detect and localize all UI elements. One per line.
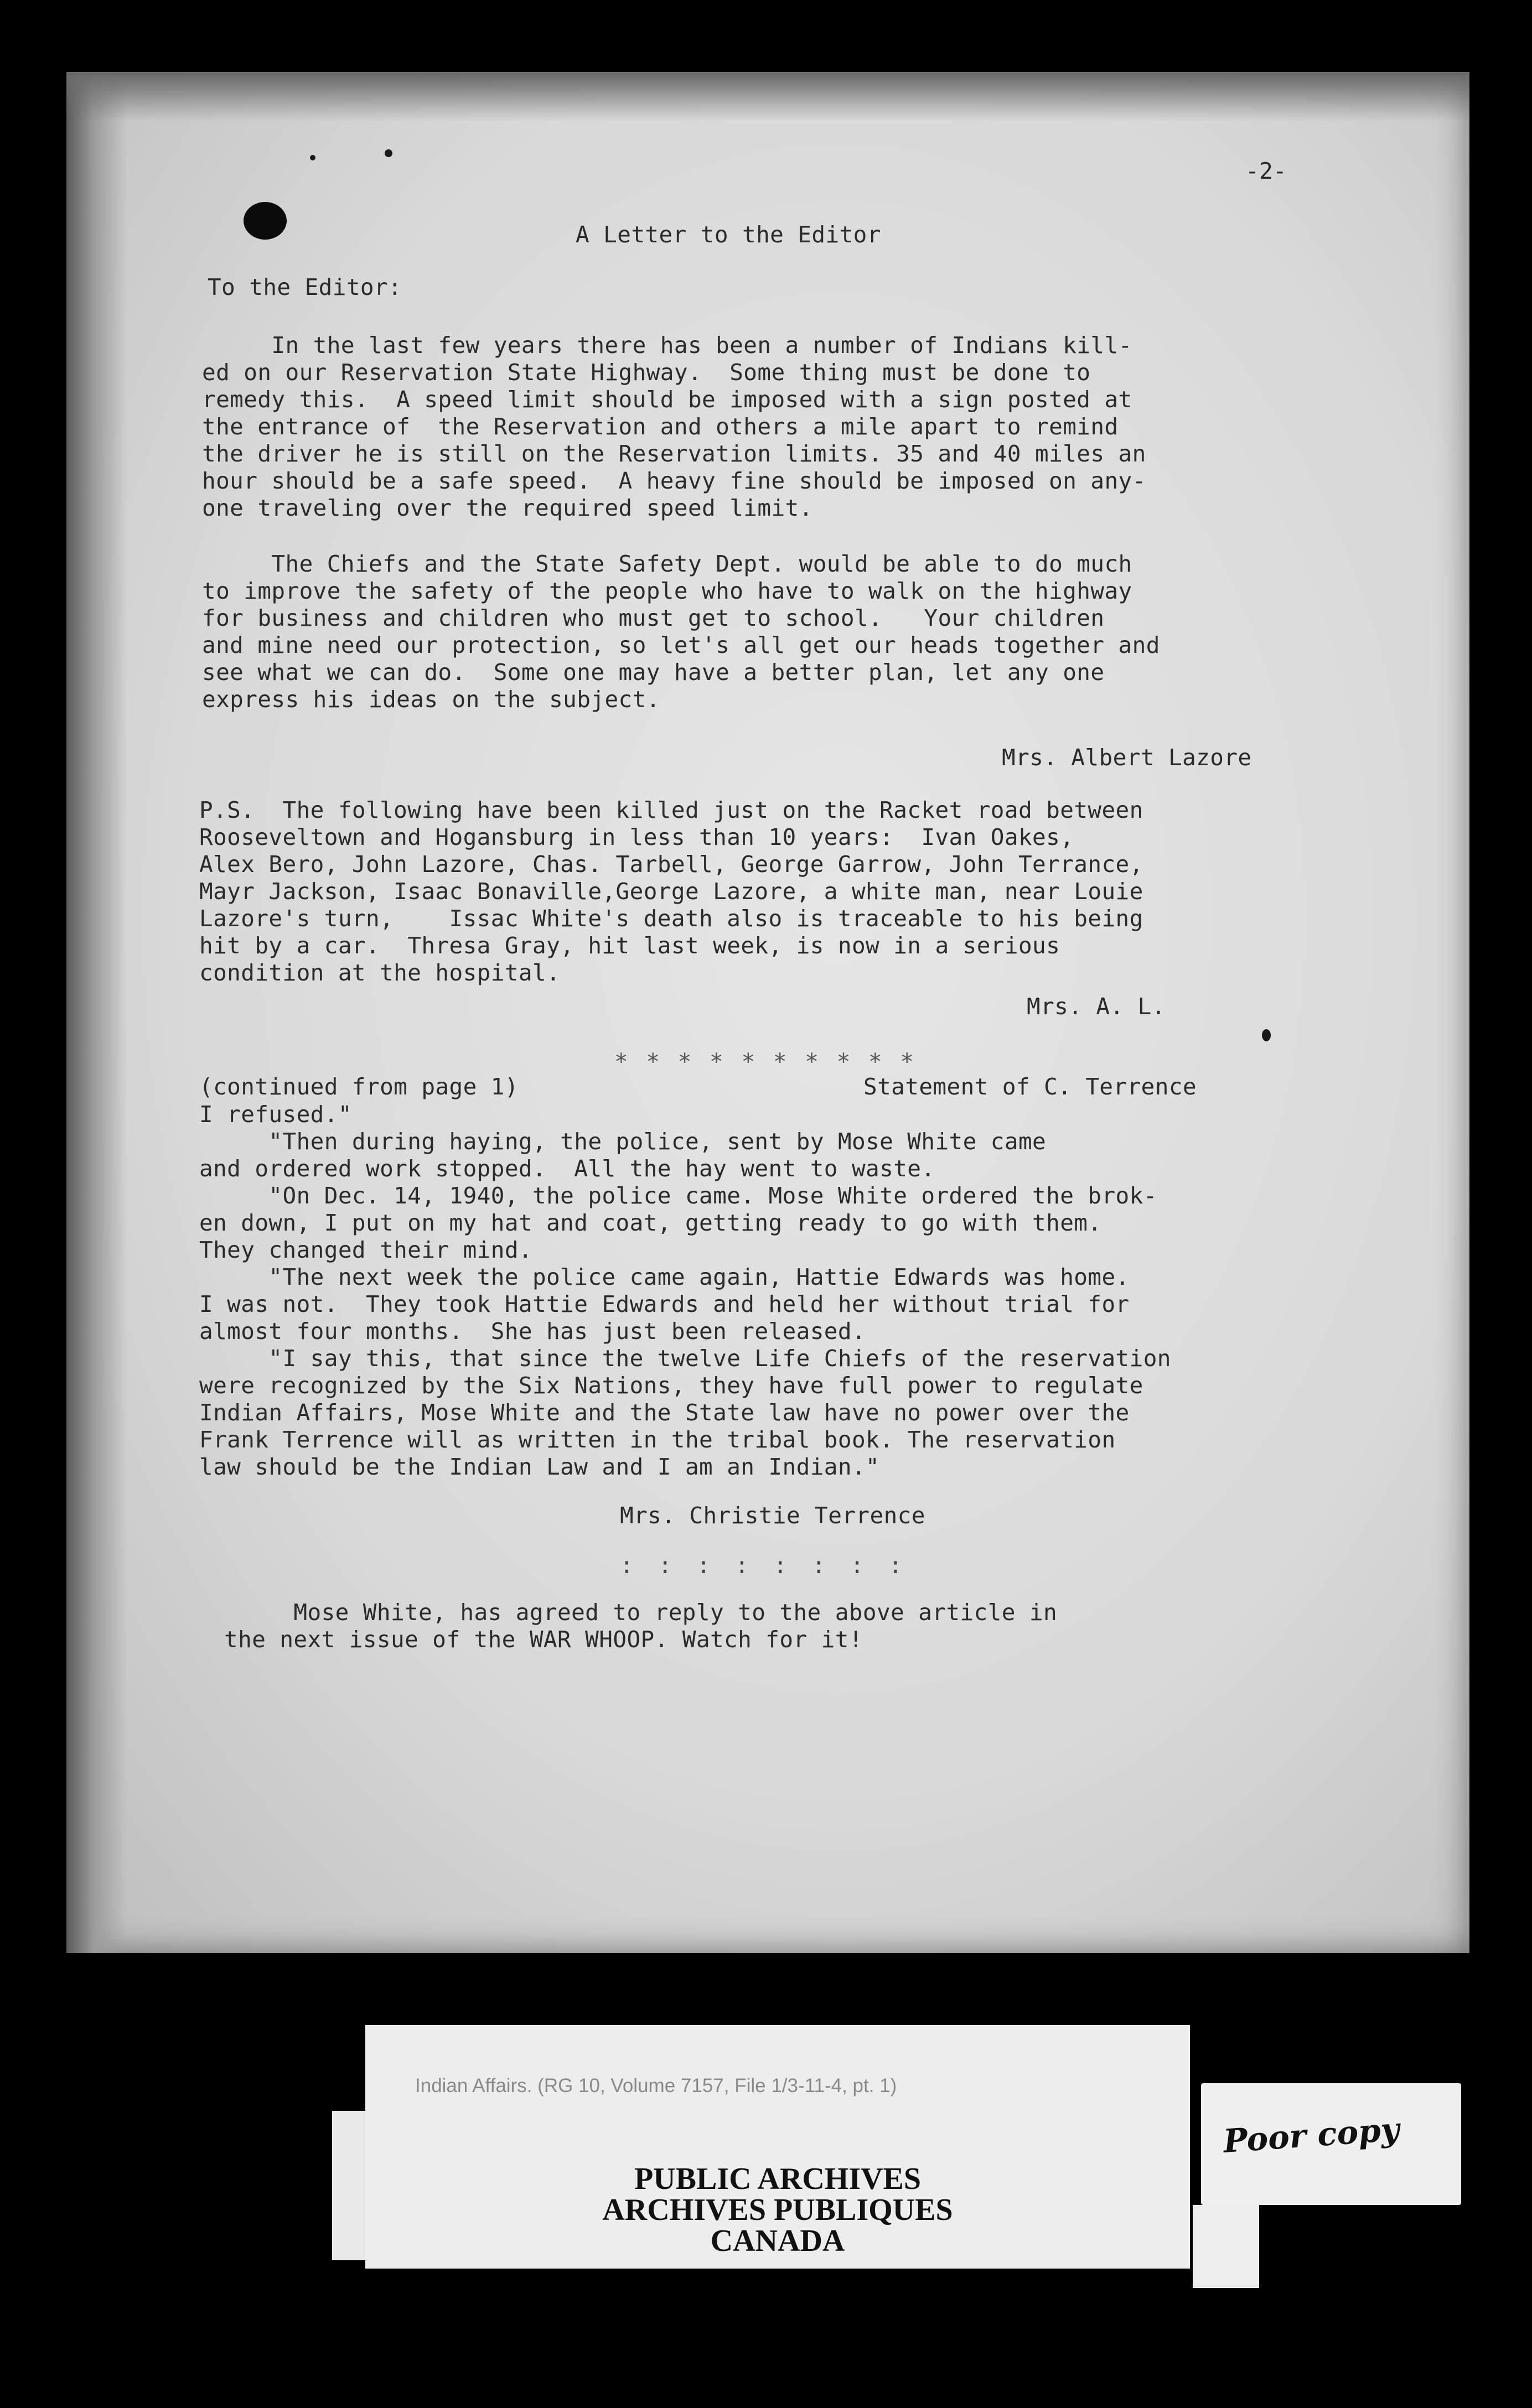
letter-paragraph-2: The Chiefs and the State Safety Dept. would be able to do much to improve the safety of the people who have to walk on the highway for business and children who must get to school. Your children and mine need our protection, so let's all get our heads together and see what we can do. Some one may have a better plan, let any one express his ideas on the subject.	[202, 551, 1160, 713]
ink-speck	[385, 149, 392, 157]
salutation: To the Editor:	[208, 274, 402, 300]
ink-speck	[1262, 1029, 1271, 1041]
label-card	[365, 2025, 1190, 2269]
letter-title: A Letter to the Editor	[576, 221, 881, 248]
postscript-signature: Mrs. A. L.	[1027, 993, 1166, 1020]
page-edge-shadow	[66, 72, 127, 1953]
page-number: -2-	[1245, 158, 1287, 184]
archive-country: CANADA	[710, 2224, 845, 2258]
page-top-shadow	[66, 72, 1469, 122]
statement-body: I refused." "Then during haying, the police, sent by Mose White came and ordered work stopped. All the hay went to waste. "On Dec. 14, 1940, the police came. Mose White ordered the brok- en down, I put on my hat and coat, getting ready to go with them. They changed their mind. "The next week the police came again, Hattie Edwards was home. I was not. They took Hattie Edwards and held her without trial for almost four months. She has just been released. "I say this, that since the twelve Life Chiefs of the reservation were recognized by the Six Nations, they have full power to regulate Indian Affairs, Mose White and the State law have no power over the Frank Terrence will as written in the tribal book. The reservation law should be the Indian Law and I am an Indian."	[199, 1101, 1171, 1480]
punch-hole-mark	[244, 202, 287, 240]
continued-from-note: (continued from page 1)	[199, 1073, 519, 1100]
letter-signature: Mrs. Albert Lazore	[1002, 744, 1252, 771]
closing-notice: Mose White, has agreed to reply to the above article in the next issue of the WAR WHOOP. Watch for it!	[224, 1599, 1058, 1653]
statement-signature: Mrs. Christie Terrence	[620, 1502, 925, 1529]
stars-divider: * * * * * * * * * *	[614, 1049, 916, 1075]
handwritten-note: Poor copy	[1222, 2110, 1401, 2161]
postscript: P.S. The following have been killed just on the Racket road between Rooseveltown and Hogansburg in less than 10 years: Ivan Oakes, Alex Bero, John Lazore, Chas. Tarbell, George Garrow, John Terrance, Mayr Jackson, Isaac Bonaville,George Lazore, a white man, near Louie Lazore's turn, Issac White's death also is traceable to his being hit by a car. Thresa Gray, hit last week, is now in a serious condition at the hospital.	[199, 797, 1143, 986]
ink-speck	[310, 155, 315, 160]
statement-title: Statement of C. Terrence	[863, 1073, 1197, 1100]
archive-label	[332, 2025, 1193, 2280]
letter-paragraph-1: In the last few years there has been a number of Indians kill- ed on our Reservation State Highway. Some thing must be done to remedy this. A speed limit should be imposed with a sign posted at the entrance of the Reservation and others a mile apart to remind the driver he is still on the Reservation limits. 35 and 40 miles an hour should be a safe speed. A heavy fine should be imposed on any- one traveling over the required speed limit.	[202, 332, 1146, 521]
archive-name-english: PUBLIC ARCHIVES	[634, 2162, 922, 2196]
typed-page	[66, 72, 1469, 1953]
note-tab-strip	[1193, 2205, 1259, 2288]
archive-reference: Indian Affairs. (RG 10, Volume 7157, File 1/3-11-4, pt. 1)	[415, 2075, 897, 2096]
archive-name-french: ARCHIVES PUBLIQUES	[602, 2193, 953, 2227]
colon-divider: : : : : : : : :	[620, 1552, 908, 1579]
poor-copy-tab	[1201, 2083, 1461, 2205]
